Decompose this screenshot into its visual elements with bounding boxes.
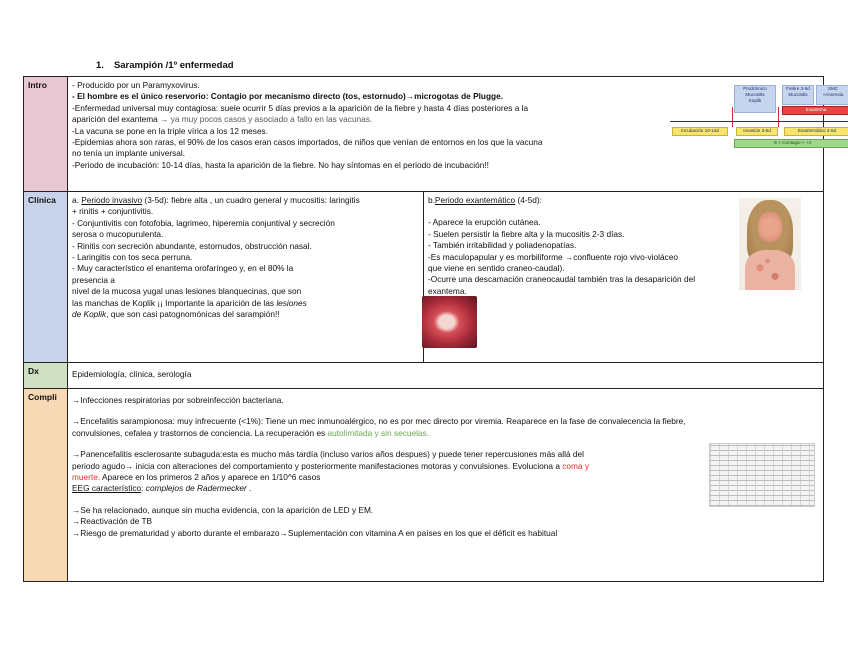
compli-line (72, 472, 819, 483)
invasive-heading (72, 195, 419, 206)
timeline-diagram (670, 85, 848, 160)
incubation-box: Incubación 10-14d (672, 127, 728, 136)
compli-line (72, 428, 819, 439)
clinica-line: - Suelen persistir la fiebre alta y la mucositis 2-3 días. (428, 228, 625, 239)
clinica-line: - Aparece la erupción cutánea. (428, 217, 541, 228)
clinica-line: - Conjuntivitis con fotofobia, lagrimeo, hiperemia conjuntival y secreción (72, 217, 335, 228)
clinica-line: nivel de la mucosa yugal unas lesiones blanquecinas, que son (72, 286, 302, 297)
compli-line: →Encefalitis sarampionosa: muy infrecuente (<1%): Tiene un mec inmunoalérgico, no es por mec directo por viremia. Reaparece en la fase de convalecencia la fiebre, (72, 416, 686, 427)
diagram-text: +Anorexia (822, 92, 844, 97)
smc-box (816, 85, 848, 105)
clinica-line: - También irritabilidad y poliadenopatías. (428, 240, 577, 251)
section-title-text: Sarampión /1º enfermedad (113, 60, 234, 71)
compli-content (68, 389, 824, 582)
section-title (96, 60, 234, 71)
invasion-box: Invasión 3-5d (736, 127, 778, 136)
diagram-text: Koplik (748, 98, 762, 103)
compli-line: →Panencefalitis esclerosante subaguda:esta es mucho más tardía (incluso varios años despues) y puede tener repercusiones más allá del (72, 449, 584, 460)
clinica-line: serosa o mucopurulenta. (72, 229, 164, 240)
compli-highlight-red: muerte. (72, 472, 101, 483)
clinica-line: -Ocurre una descamación craneocaudal también tras la desaparición del (428, 274, 696, 285)
photo-face (758, 212, 782, 242)
clinica-line: exantema. (428, 285, 467, 296)
intro-line-part: → ya muy pocos casos y asociado a fallo en las vacunas. (157, 114, 373, 125)
clinica-line: - Rinitis con secreción abundante, estornudos, obstrucción nasal. (72, 240, 312, 251)
intro-line: -La vacuna se pone en la triple vírica a los 12 meses. (72, 125, 269, 136)
clinica-label: Clínica (24, 192, 68, 363)
compli-highlight-green: autolimitada y sin secuelas. (327, 427, 429, 438)
photo-body (745, 250, 795, 290)
koplik-italic: lesiones (276, 297, 307, 308)
clinica-line-part: las manchas de Koplik ¡¡ Importante la aparición de las (72, 297, 277, 308)
clinica-line: - Laringitis con tos seca perruna. (72, 252, 193, 263)
intro-line: no tenía un implante universal. (72, 148, 186, 159)
eeg-end: . (246, 483, 252, 494)
diagram-text: SMC (827, 86, 839, 91)
section-number: 1. (96, 60, 104, 71)
intro-label: Intro (24, 77, 68, 192)
heading-prefix: a. (72, 195, 82, 205)
compli-line: →Reactivación de TB (72, 516, 153, 527)
compli-line-part: periodo agudo→ inicia con alteraciones del comportamiento y posteriormente manifestaciones motoras y convulsiones. Evoluciona a (72, 460, 563, 471)
heading-rest: (4-5d): (515, 195, 542, 205)
compli-label: Compli (24, 389, 68, 582)
compli-highlight-red: coma y (562, 460, 589, 471)
intro-line: -Enfermedad universal muy contagiosa: suele ocurrir 5 días previos a la aparición de la fiebre y hasta 4 días posteriores a la (72, 102, 529, 113)
heading-title: Periodo invasivo (81, 195, 143, 205)
compli-line-part: convulsiones, cefalea y trastornos de conciencia. La recuperación es (72, 427, 328, 438)
clinica-row (24, 192, 824, 363)
heading-title: Periodo exantemático (434, 195, 516, 205)
intro-line: -Epidemias ahora son raras, el 90% de los casos eran casos importados, de niños que venían de entornos en los que la vacuna (72, 137, 543, 148)
clinica-line (72, 309, 419, 320)
diagram-text: Mucositis (745, 92, 765, 97)
timeline-tick (778, 107, 779, 127)
compli-row (24, 389, 824, 582)
exanthem-box: Exantema (782, 106, 848, 115)
diagram-text: Fiebre 3-5d (786, 86, 810, 91)
clinica-line: presencia a (72, 274, 115, 285)
measles-rash-photo (739, 198, 801, 290)
compli-line-part: Aparece en los primeros 2 años y aparece en 1/10^6 casos (100, 472, 321, 483)
compli-line (72, 461, 819, 472)
diagram-text: Prodrómico (743, 86, 767, 91)
dx-content: Epidemiología, clínica, serología (68, 363, 824, 389)
heading-prefix: b. (428, 195, 435, 205)
clinica-line: -Es maculopapular y es morbiliforme →confluente rojo vivo-violáceo (428, 251, 678, 262)
eeg-image (709, 443, 815, 507)
compli-line: →Se ha relacionado, aunque sin mucha evidencia, con la aparición de LED y EM. (72, 504, 374, 515)
compli-line: →Infecciones respiratorias por sobreinfección bacteriana. (72, 395, 284, 405)
dx-row (24, 363, 824, 389)
prodromic-box (734, 85, 776, 113)
eeg-italic: complejos de Radermecker (145, 483, 247, 494)
dx-label: Dx (24, 363, 68, 389)
invasive-period-cell (68, 192, 424, 363)
intro-content (68, 77, 844, 192)
intro-line: - El hombre es el único reservorio: Contagio por mecanismo directo (tos, estornudo)→microgotas de Plugge. (72, 91, 504, 102)
intro-row (24, 77, 824, 192)
exanthematic-box: Exantemático 4-5d (784, 127, 848, 136)
koplik-italic: de Koplik (72, 309, 107, 320)
clinica-line: - Muy característico el enantema orofaríngeo y, en el 80% la (72, 263, 294, 274)
clinica-line: que viene en sentido craneo-caudal). (428, 263, 565, 274)
eeg-separator: : (141, 483, 146, 494)
eeg-label: EEG característico (72, 483, 142, 494)
intro-line-part: aparición del exantema (72, 114, 158, 125)
clinica-line (72, 298, 419, 309)
clinica-line-part: , que son casi patognomónicas del sarampión!! (106, 309, 280, 320)
diagram-text: Mucositis (788, 92, 808, 97)
intro-line: - Producido por un Paramyxovirus. (72, 80, 200, 90)
timeline-tick (732, 107, 733, 127)
intro-line: -Periodo de incubación: 10-14 días, hasta la aparición de la fiebre. No hay síntomas en el periodo de incubación!! (72, 159, 489, 170)
exanthematic-period-cell (424, 192, 824, 363)
timeline-axis (670, 121, 848, 122)
compli-line: →Riesgo de prematuridad y aborto durante el embarazo→Suplementación con vitamina A en países en los que el déficit es habitual (72, 527, 558, 538)
clinica-line: + rinitis + conjuntivitis. (72, 206, 154, 217)
heading-rest: (3-5d): fiebre alta , un cuadro general y mucositis: laringitis (142, 195, 360, 205)
fever-box (782, 85, 814, 105)
measles-table (23, 76, 844, 582)
compli-line (72, 483, 819, 494)
contagion-box: -5 > Contagio < +4 (734, 139, 848, 148)
